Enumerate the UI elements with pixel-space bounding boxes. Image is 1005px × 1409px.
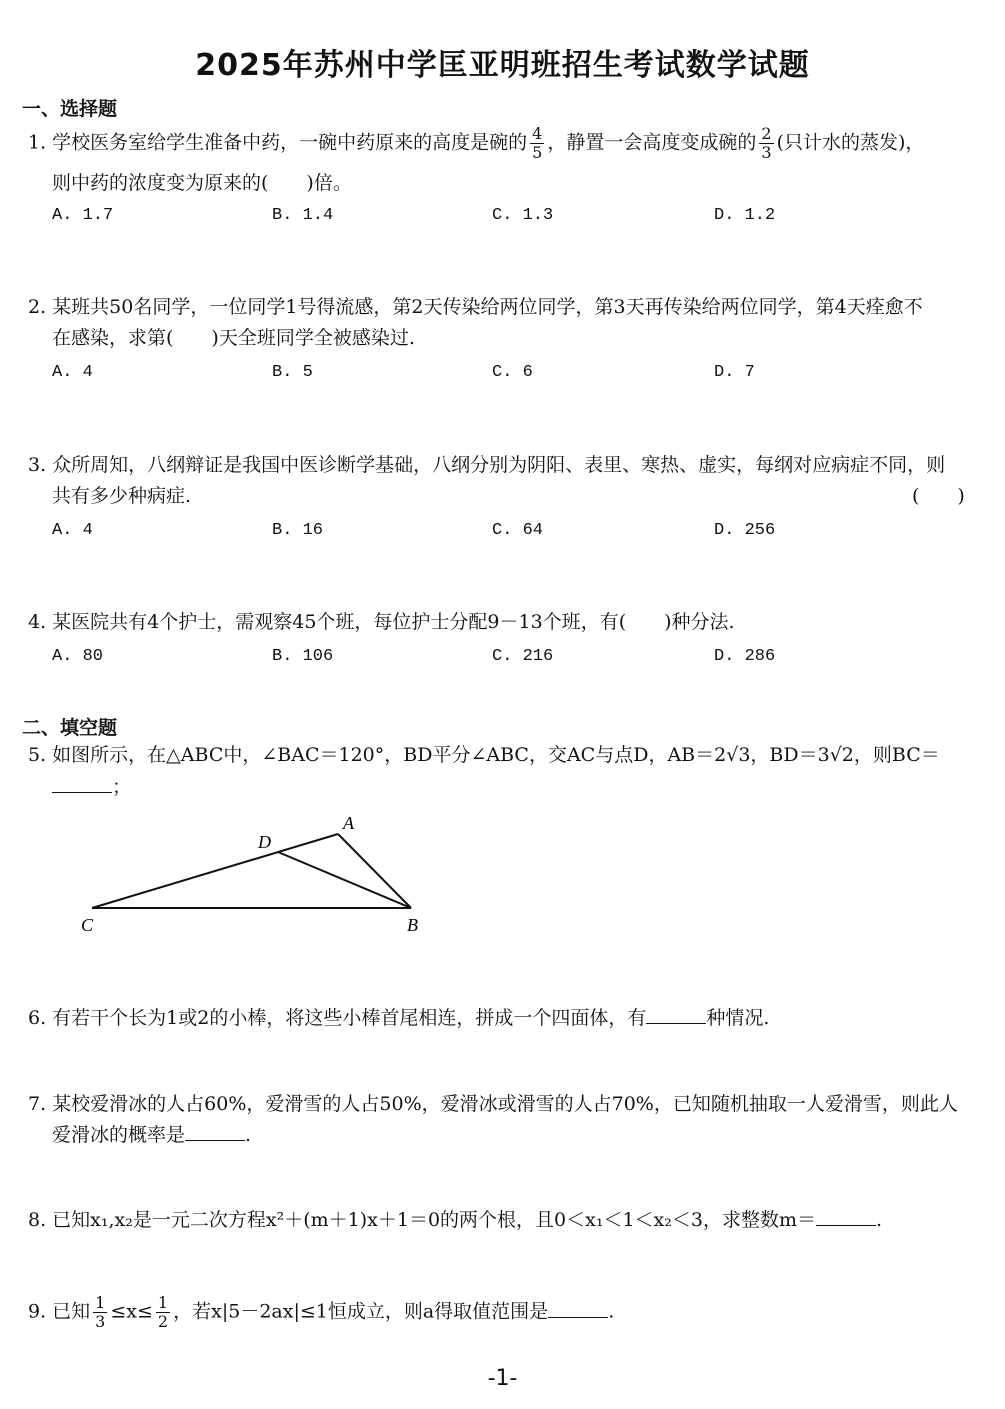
q9-suffix: ，若x|5－2ax|≤1恒成立，则a得取值范围是 bbox=[173, 1300, 549, 1323]
q1-option-b: B. 1.4 bbox=[272, 206, 334, 225]
question-3-line-1: 3. 众所周知，八纲辩证是我国中医诊断学基础，八纲分别为阴阳、表里、寒热、虚实，每纲对应病症不同，则 bbox=[28, 454, 946, 476]
q4-option-b: B. 106 bbox=[272, 647, 334, 666]
q3-option-a: A. 4 bbox=[52, 521, 93, 540]
section-choice-heading: 一、选择题 bbox=[22, 98, 118, 120]
question-2-line-2: 在感染，求第( )天全班同学全被感染过. bbox=[52, 327, 415, 349]
label-d: D bbox=[258, 832, 271, 852]
frac-num: 4 bbox=[532, 124, 543, 143]
label-a: A bbox=[343, 813, 354, 833]
answer-blank bbox=[646, 1005, 706, 1024]
q3-option-c: C. 64 bbox=[492, 521, 544, 540]
segment-ab bbox=[338, 834, 411, 908]
question-7-line-2 bbox=[52, 1120, 251, 1150]
q6-text-b: 种情况. bbox=[706, 1007, 770, 1029]
answer-blank bbox=[185, 1122, 245, 1141]
frac-num: 1 bbox=[95, 1293, 106, 1312]
q3-option-b: B. 16 bbox=[272, 521, 324, 540]
answer-blank bbox=[816, 1207, 876, 1226]
q4-option-a: A. 80 bbox=[52, 647, 104, 666]
fraction-two-thirds bbox=[759, 125, 773, 162]
q2-option-b: B. 5 bbox=[272, 363, 313, 382]
frac-den: 3 bbox=[95, 1312, 106, 1331]
question-6-line-1 bbox=[28, 1003, 769, 1033]
q2-option-c: C. 6 bbox=[492, 363, 533, 382]
question-5-line-1: 5. 如图所示，在△ABC中，∠BAC＝120°，BD平分∠ABC，交AC与点D，AB＝2√3，BD＝3√2，则BC＝ bbox=[28, 744, 940, 766]
question-1-line-2: 则中药的浓度变为原来的( )倍。 bbox=[52, 172, 352, 194]
q6-text-a: 6. 有若干个长为1或2的小棒，将这些小棒首尾相连，拼成一个四面体，有 bbox=[28, 1007, 647, 1029]
label-c: C bbox=[81, 915, 94, 935]
fraction-four-fifths bbox=[530, 125, 544, 162]
frac-den: 3 bbox=[761, 143, 772, 162]
q9-period: . bbox=[608, 1300, 615, 1323]
page-title: 2025年苏州中学匡亚明班招生考试数学试题 bbox=[195, 48, 810, 83]
question-7-line-1: 7. 某校爱滑冰的人占60%，爱滑雪的人占50%，爱滑冰或滑雪的人占70%，已知随机抽取一人爱滑雪，则此人 bbox=[28, 1093, 958, 1115]
segment-ca bbox=[92, 834, 338, 908]
q2-option-d: D. 7 bbox=[714, 363, 755, 382]
page-number: -1- bbox=[487, 1366, 518, 1391]
question-1-line-1 bbox=[28, 125, 924, 162]
q1-option-d: D. 1.2 bbox=[714, 206, 776, 225]
q1-option-a: A. 1.7 bbox=[52, 206, 114, 225]
question-9-line-1 bbox=[28, 1294, 614, 1331]
q4-option-d: D. 286 bbox=[714, 647, 776, 666]
q4-option-c: C. 216 bbox=[492, 647, 554, 666]
segment-bd bbox=[278, 852, 411, 908]
q5-semicolon: ； bbox=[112, 776, 132, 798]
question-5-line-2 bbox=[52, 772, 131, 802]
question-2-line-1: 2. 某班共50名同学，一位同学1号得流感，第2天传染给两位同学，第3天再传染给两位同学，第4天痊愈不 bbox=[28, 296, 923, 318]
q8-period: . bbox=[875, 1209, 883, 1231]
q9-prefix: 9. 已知 bbox=[28, 1300, 91, 1323]
answer-blank bbox=[548, 1299, 608, 1318]
q2-option-a: A. 4 bbox=[52, 363, 93, 382]
label-b: B bbox=[407, 915, 418, 935]
frac-num: 1 bbox=[157, 1293, 169, 1312]
question-4-line-1: 4. 某医院共有4个护士，需观察45个班，每位护士分配9－13个班，有( )种分法. bbox=[28, 611, 735, 633]
frac-den: 2 bbox=[157, 1312, 169, 1331]
q3-option-d: D. 256 bbox=[714, 521, 776, 540]
frac-num: 2 bbox=[761, 124, 772, 143]
q7-period: . bbox=[245, 1124, 252, 1146]
q3-answer-bracket: ( ) bbox=[912, 485, 965, 507]
fraction-one-third bbox=[93, 1294, 107, 1331]
question-8-line-1 bbox=[28, 1205, 882, 1235]
question-3-line-2: 共有多少种病症. bbox=[52, 485, 192, 507]
answer-blank bbox=[52, 774, 112, 793]
triangle-figure bbox=[70, 805, 450, 945]
q1-option-c: C. 1.3 bbox=[492, 206, 554, 225]
q1-text-b: ，静置一会高度变成碗的 bbox=[547, 131, 757, 154]
q9-inequality: ≤x≤ bbox=[110, 1300, 153, 1323]
q7-text: 爱滑冰的概率是 bbox=[52, 1124, 186, 1146]
fraction-one-half bbox=[156, 1294, 170, 1331]
section-fill-heading: 二、填空题 bbox=[22, 717, 118, 739]
q1-text-c: (只计水的蒸发)， bbox=[776, 131, 925, 154]
q1-text-a: 1. 学校医务室给学生准备中药，一碗中药原来的高度是碗的 bbox=[28, 131, 528, 154]
frac-den: 5 bbox=[532, 143, 543, 162]
q8-text: 8. 已知x₁,x₂是一元二次方程x²＋(m＋1)x＋1＝0的两个根，且0＜x₁＜1＜x₂＜3，求整数m＝ bbox=[28, 1209, 816, 1231]
